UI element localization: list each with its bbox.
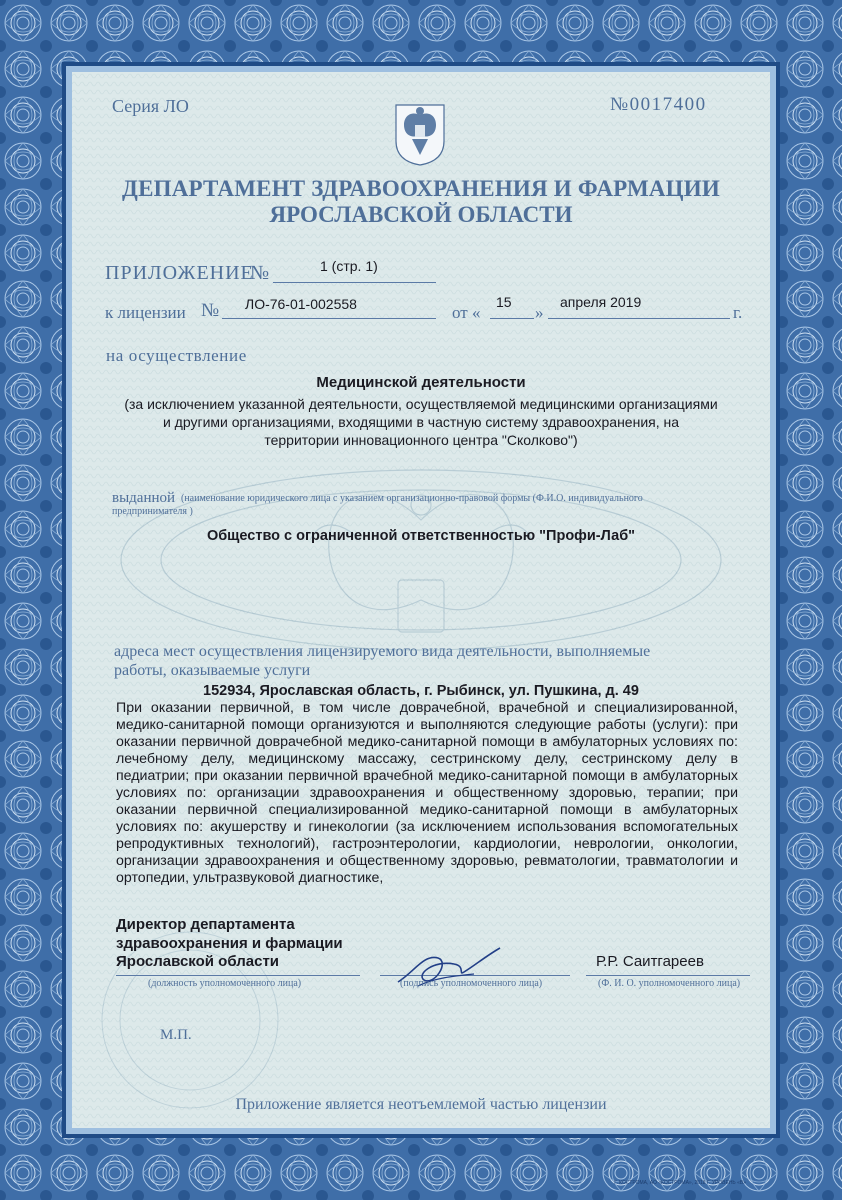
appendix-value: 1 (стр. 1) — [320, 258, 378, 274]
stamp-place: М.П. — [160, 1027, 192, 1043]
addresses-label-line2: работы, оказываемые услуги — [114, 662, 311, 679]
activity-title: Медицинской деятельности — [316, 374, 526, 391]
license-day: 15 — [496, 294, 512, 310]
signatory-position-line1: Директор департамента — [116, 916, 295, 933]
license-date-underline — [548, 318, 730, 319]
license-year-suffix: г. — [733, 303, 743, 322]
license-label: к лицензии — [105, 303, 186, 322]
appendix-label: ПРИЛОЖЕНИЕ — [105, 262, 254, 284]
signatory-position-line3: Ярославской области — [116, 953, 280, 970]
addresses-label-line1: адреса мест осуществления лицензируемого вида деятельности, выполняемые — [114, 643, 651, 660]
license-quote-close: » — [535, 303, 544, 322]
signatory-position-line2: здравоохранения и фармации — [116, 935, 343, 952]
license-from-label: от « — [452, 303, 481, 322]
caption-signature: (подпись уполномоченного лица) — [400, 978, 543, 989]
license-number-underline — [222, 318, 436, 319]
signatory-name: Р.Р. Саитгареев — [596, 953, 704, 970]
license-month-year: апреля 2019 — [560, 294, 642, 310]
position-underline — [116, 975, 360, 976]
organization-name: Общество с ограниченной ответственностью "Профи-Лаб" — [206, 528, 636, 544]
services-text: При оказании первичной, в том числе доврачебной, врачебной и специализированной, медико-санитарной помощи организуются и выполняются следующие работы (услуги): при оказании первичной доврачебной медико-санитарной помощи в амбулаторных условиях по: лечебному делу, медицинскому массажу, сестринскому делу, сестринскому делу в педиатрии; при оказании первичной врачебной медико-санитарной помощи в амбулаторных условиях по: организации здравоохранения и общественному здоровью, терапии; при оказании первичной специализированной медико-санитарной помощи в амбулаторных условиях по: акушерству и гинекологии (за исключением использования вспомогательных репродуктивных технологий), гастроэнтерологии, кардиологии, неврологии, онкологии, организации здравоохранения и общественному здоровью, ревматологии, травматологии и ортопедии, ультразвуковой диагностике, — [116, 700, 738, 886]
activity-line2: и другими организациями, входящими в частную систему здравоохранения, на — [162, 414, 680, 430]
footer-note: Приложение является неотъемлемой частью лицензии — [235, 1096, 607, 1113]
activity-line3: территории инновационного центра "Сколково") — [264, 432, 578, 448]
coat-of-arms-icon — [392, 101, 448, 167]
issued-hint-line2: предпринимателя ) — [112, 506, 193, 517]
issued-hint-line1: (наименование юридического лица с указанием организационно-правовой формы (Ф.И.О. индивидуального — [181, 493, 643, 504]
caption-name: (Ф. И. О. уполномоченного лица) — [598, 978, 741, 989]
appendix-no-sign: № — [250, 262, 270, 284]
form-number: №0017400 — [610, 94, 707, 115]
license-no-sign: № — [201, 300, 220, 321]
license-number: ЛО-76-01-002558 — [245, 296, 357, 312]
activity-line1: (за исключением указанной деятельности, осуществляемой медицинскими организациями — [124, 396, 718, 412]
caption-position: (должность уполномоченного лица) — [148, 978, 302, 989]
print-mark: Г. КОСТРОМА, АО «КОСТРОМА», 2018 Г. УРОВЕНЬ «В» — [614, 1180, 746, 1186]
issued-label: выданной — [112, 490, 176, 506]
series-label: Серия ЛО — [112, 96, 189, 116]
department-title-line1: ДЕПАРТАМЕНТ ЗДРАВООХРАНЕНИЯ И ФАРМАЦИИ — [122, 176, 720, 201]
department-title-line2: ЯРОСЛАВСКОЙ ОБЛАСТИ — [269, 202, 573, 227]
name-underline — [586, 975, 750, 976]
activity-label: на осуществление — [106, 346, 247, 365]
appendix-underline — [273, 282, 436, 283]
address: 152934, Ярославская область, г. Рыбинск, ул. Пушкина, д. 49 — [203, 683, 639, 699]
license-day-underline — [490, 318, 534, 319]
